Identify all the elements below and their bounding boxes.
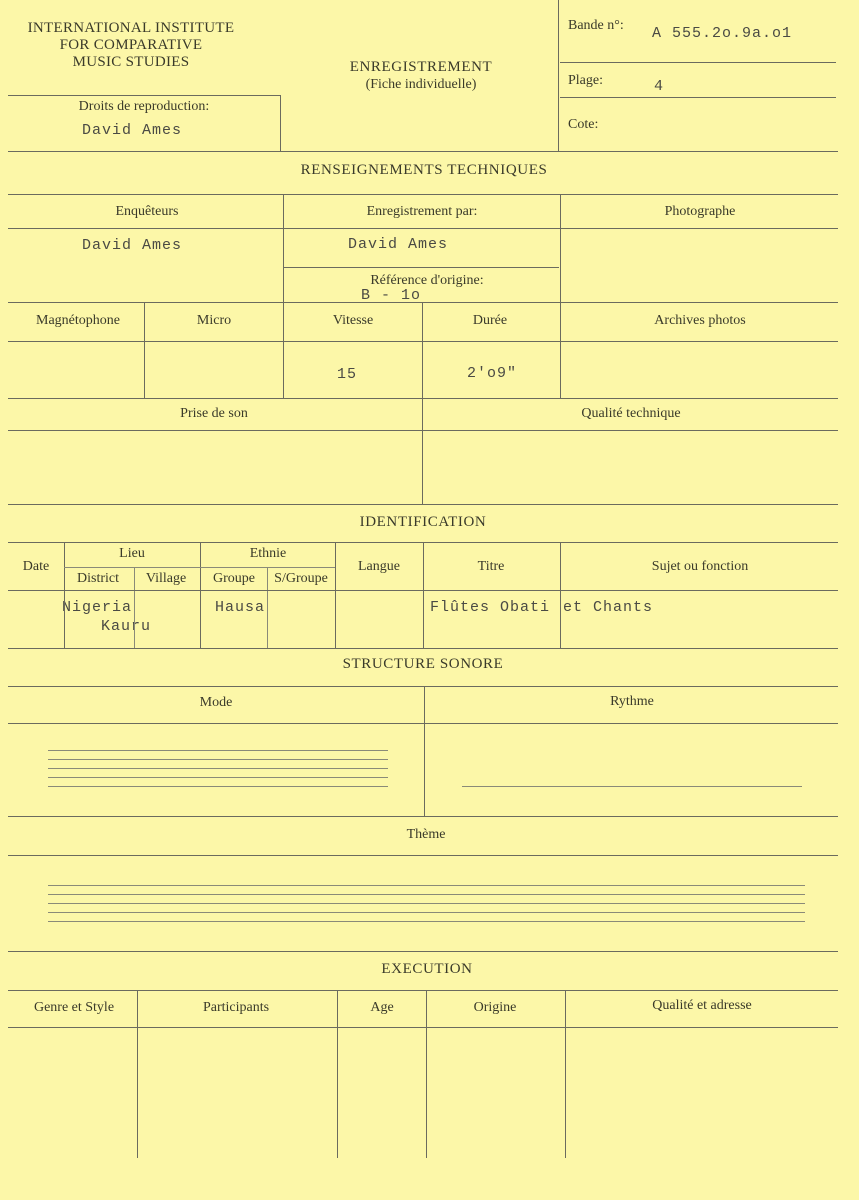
district-value: Nigeria [62,599,133,616]
rule-line [565,990,566,1158]
sgroupe-label: S/Groupe [274,571,328,586]
archives-photos-label: Archives photos [654,313,746,328]
rule-line [8,590,838,591]
rule-line [337,990,338,1158]
rule-line [48,786,388,787]
execution-section-title: EXECUTION [381,961,473,977]
prise-de-son-label: Prise de son [180,406,248,421]
micro-label: Micro [196,313,232,328]
enregistrement-value: David Ames [347,236,449,253]
enregistrement-label: Enregistrement par: [366,204,478,219]
rule-line [283,194,284,302]
institute-name [6,20,256,71]
rule-line [560,194,561,302]
rule-line [424,686,425,816]
duree-value: 2'o9" [466,365,518,382]
form-title: ENREGISTREMENT [349,59,493,75]
rule-line [8,341,838,342]
duree-label: Durée [472,313,508,328]
lieu-label: Lieu [119,546,145,561]
rule-line [8,95,280,96]
magnetophone-label: Magnétophone [36,313,120,328]
rule-line [560,542,561,648]
rule-line [560,97,836,98]
qualite-adresse-label: Qualité et adresse [652,998,752,1013]
form-subtitle: (Fiche individuelle) [365,77,477,92]
rule-line [8,430,838,431]
vitesse-value: 15 [336,366,358,383]
rule-line [48,903,805,904]
rule-line [200,542,201,648]
rule-line [8,951,838,952]
identification-section-title: IDENTIFICATION [359,514,487,530]
enqueteurs-label: Enquêteurs [115,204,179,219]
theme-label: Thème [406,827,446,842]
rule-line [8,194,838,195]
rule-line [8,1027,838,1028]
rule-line [422,398,423,504]
titre-value: Flûtes Obati [430,599,551,616]
rule-line [48,750,388,751]
genre-style-label: Genre et Style [33,1000,115,1015]
rule-line [48,885,805,886]
rule-line [462,786,802,787]
groupe-value: Hausa [215,599,266,616]
sujet-label: Sujet ou fonction [651,559,749,574]
rule-line [284,267,559,268]
technique-section-title: RENSEIGNEMENTS TECHNIQUES [300,162,548,178]
rule-line [560,62,836,63]
plage-value: 4 [654,78,665,95]
rule-line [48,777,388,778]
rule-line [283,302,284,398]
rule-line [144,302,145,398]
rule-line [134,567,135,648]
rule-line [8,686,838,687]
district-label: District [77,571,119,586]
rule-line [422,302,423,398]
rule-line [48,759,388,760]
rights-label: Droits de reproduction: [78,99,210,114]
origine-label: Origine [473,1000,517,1015]
rule-line [560,302,561,398]
rule-line [8,816,838,817]
rule-line [558,0,559,152]
langue-label: Langue [358,559,400,574]
age-label: Age [370,1000,394,1015]
rule-line [48,912,805,913]
rule-line [8,151,838,152]
rule-line [64,542,65,648]
photographe-label: Photographe [664,204,736,219]
reference-value: B - 1o [361,287,422,304]
rule-line [137,990,138,1158]
rights-value: David Ames [81,122,183,139]
groupe-label: Groupe [213,571,255,586]
vitesse-label: Vitesse [332,313,374,328]
titre-label: Titre [477,559,505,574]
rule-line [48,921,805,922]
institute-line-2: FOR COMPARATIVE [59,37,203,53]
sujet-value: et Chants [563,599,654,616]
rule-line [426,990,427,1158]
institute-line-1: INTERNATIONAL INSTITUTE [27,20,235,36]
rule-line [8,398,838,399]
institute-line-3: MUSIC STUDIES [72,54,190,70]
date-label: Date [22,559,50,574]
enqueteurs-value: David Ames [81,237,183,254]
rule-line [8,990,838,991]
participants-label: Participants [202,1000,270,1015]
mode-label: Mode [199,695,233,710]
rule-line [48,768,388,769]
rule-line [280,95,281,151]
ethnie-label: Ethnie [249,546,287,561]
rule-line [8,855,838,856]
bande-value: A 555.2o.9a.o1 [652,25,793,42]
rule-line [8,504,838,505]
rule-line [8,228,838,229]
reference-label: Référence d'origine: [370,273,484,288]
rythme-label: Rythme [610,694,654,709]
village-label: Village [145,571,187,586]
rule-line [335,542,336,648]
rule-line [267,567,268,648]
plage-label: Plage: [568,73,603,88]
rule-line [48,894,805,895]
village-value: Kauru [101,618,152,635]
structure-section-title: STRUCTURE SONORE [342,656,504,672]
rule-line [8,723,838,724]
cote-label: Cote: [568,117,599,132]
qualite-technique-label: Qualité technique [581,406,681,421]
rule-line [64,567,335,568]
rule-line [8,302,838,303]
bande-label: Bande n°: [568,18,624,33]
rule-line [423,542,424,648]
rule-line [8,648,838,649]
